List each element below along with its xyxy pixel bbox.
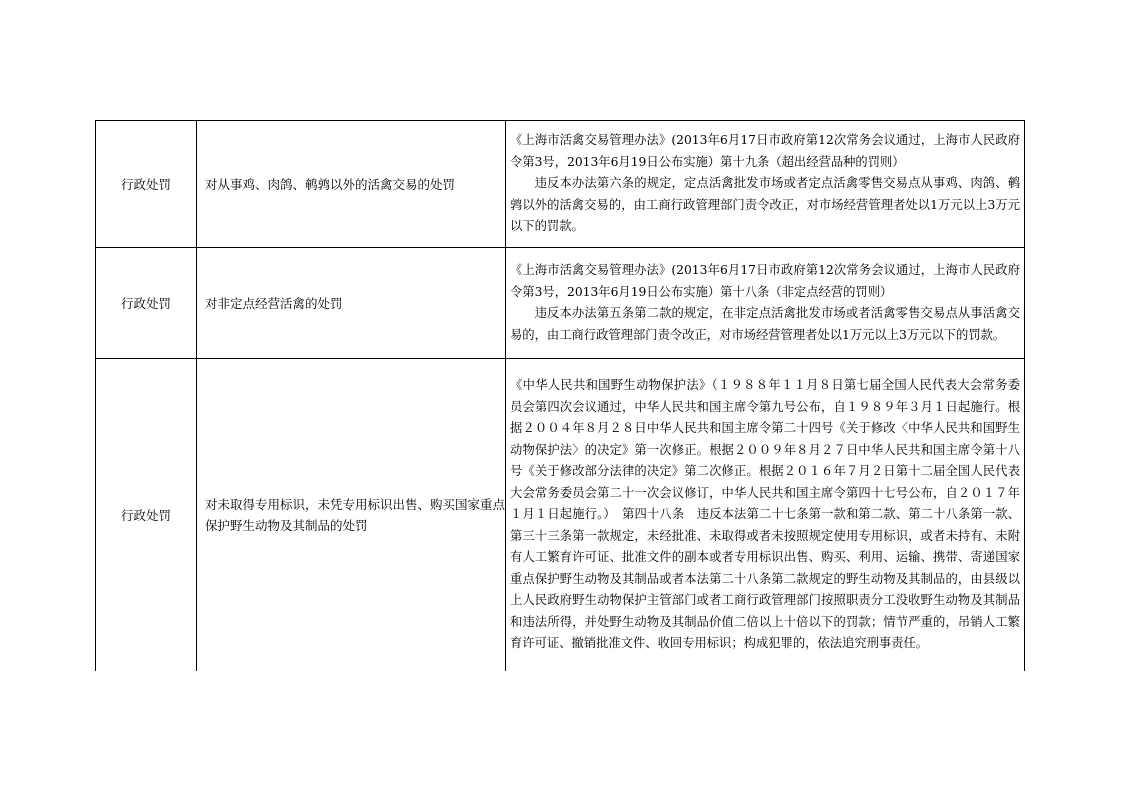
category-cell: 行政处罚 xyxy=(96,359,197,672)
category-cell: 行政处罚 xyxy=(96,248,197,359)
basis-source: 《上海市活禽交易管理办法》(2013年6月17日市政府第12次常务会议通过，上海市人民政府令第3号，2013年6月19日公布实施）第十九条（超出经营品种的罚则） xyxy=(510,133,1020,169)
basis-cell xyxy=(506,359,1025,672)
item-cell: 对从事鸡、肉鸽、鹌鹑以外的活禽交易的处罚 xyxy=(197,121,506,248)
table-row xyxy=(96,359,1025,672)
basis-source: 《上海市活禽交易管理办法》(2013年6月17日市政府第12次常务会议通过，上海市人民政府令第3号，2013年6月19日公布实施）第十八条（非定点经营的罚则） xyxy=(510,263,1020,299)
category-cell: 行政处罚 xyxy=(96,121,197,248)
basis-source: 《中华人民共和国野生动物保护法》（１９８８年１１月８日第七届全国人民代表大会常务委员会第四次会议通过，中华人民共和国主席令第九号公布，自１９８９年３月１日起施行。根据２００４年８月２８日中华人民共和国主席令第二十四号《关于修改〈中华人民共和国野生动物保护法〉的决定》第一次修正。根据２００９年８月２７日中华人民共和国主席令第十八号《关于修改部分法律的决定》第二次修正。根据２０１６年７月２日第十二届全国人民代表大会常务委员会第二十一次会议修订，中华人民共和国主席令第四十七号公布，自２０１７年１月１日起施行。） 第四十八条 违反本法第二十七条第一款和第二款、第二十八条第一款、第三十三条第一款规定，未经批准、未取得或者未按照规定使用专用标识，或者未持有、未附有人工繁育许可证、批准文件的副本或者专用标识出售、购买、利用、运输、携带、寄递国家重点保护野生动物及其制品或者本法第二十八条第二款规定的野生动物及其制品的，由县级以上人民政府野生动物保护主管部门或者工商行政管理部门按照职责分工没收野生动物及其制品和违法所得，并处野生动物及其制品价值二倍以上十倍以下的罚款；情节严重的，吊销人工繁育许可证、撤销批准文件、收回专用标识；构成犯罪的，依法追究刑事责任。 xyxy=(510,378,1020,651)
item-cell: 对非定点经营活禽的处罚 xyxy=(197,248,506,359)
table-row xyxy=(96,248,1025,359)
basis-cell xyxy=(506,121,1025,248)
basis-text: 违反本办法第六条的规定，定点活禽批发市场或者定点活禽零售交易点从事鸡、肉鸽、鹌鹑以外的活禽交易的，由工商行政管理部门责令改正，对市场经营管理者处以1万元以上3万元以下的罚款。 xyxy=(510,176,1020,234)
item-cell: 对未取得专用标识，未凭专用标识出售、购买国家重点保护野生动物及其制品的处罚 xyxy=(197,359,506,672)
table-row xyxy=(96,121,1025,248)
basis-text: 违反本办法第五条第二款的规定，在非定点活禽批发市场或者活禽零售交易点从事活禽交易的，由工商行政管理部门责令改正，对市场经营管理者处以1万元以上3万元以下的罚款。 xyxy=(510,306,1020,342)
penalty-table xyxy=(95,120,1025,671)
basis-cell xyxy=(506,248,1025,359)
